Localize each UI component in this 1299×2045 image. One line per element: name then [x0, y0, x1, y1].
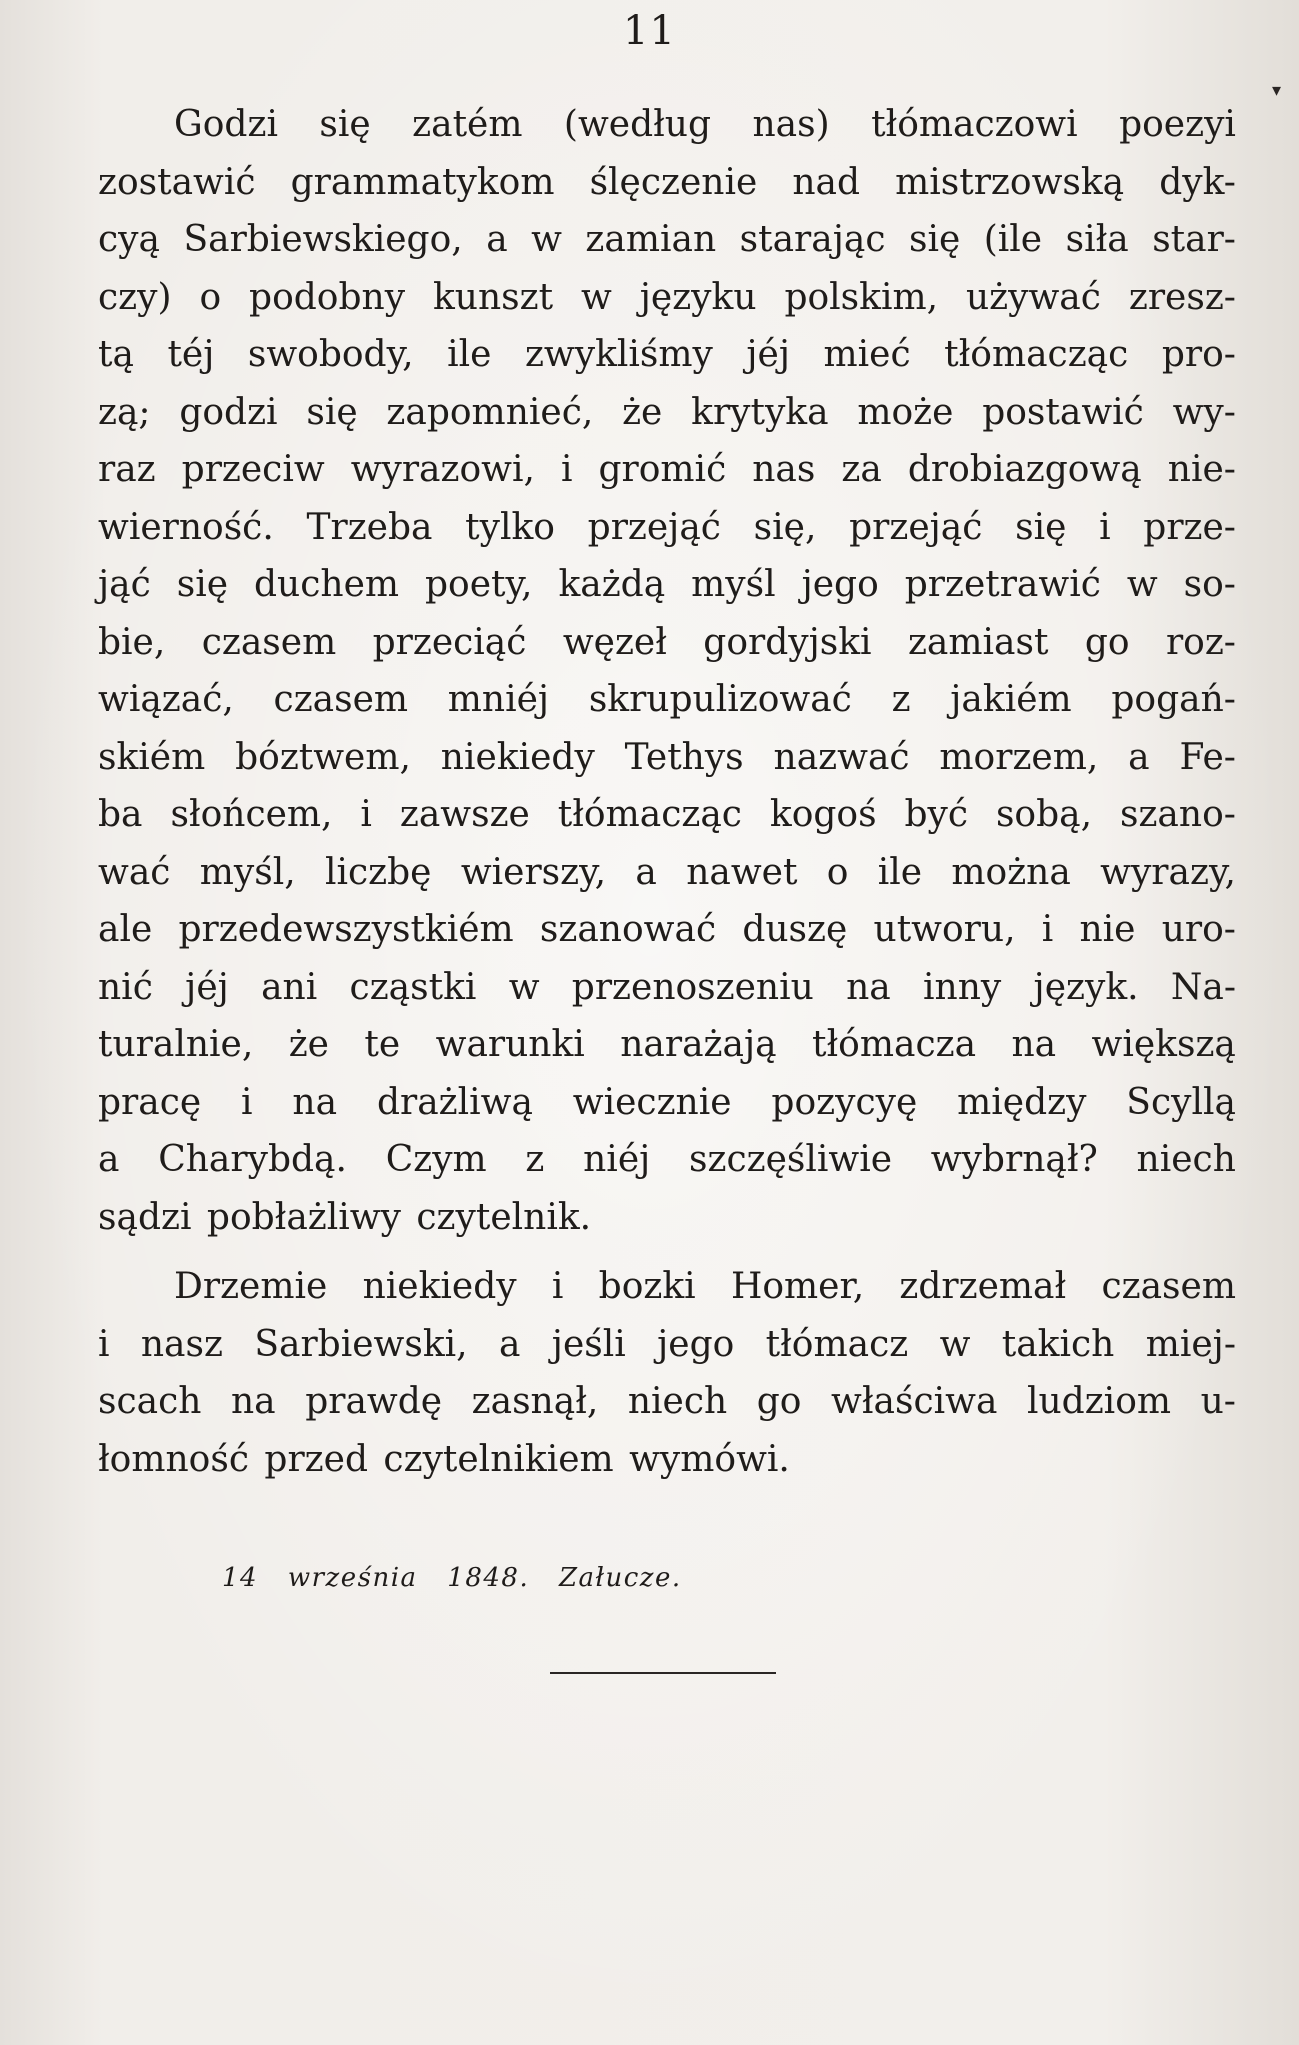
text-line: tą téj swobody, ile zwykliśmy jéj mieć tłómacząc pro-: [98, 334, 1236, 375]
paragraph-1: [98, 96, 1236, 1246]
text-line: scach na prawdę zasnął, niech go właściwa ludziom u-: [98, 1381, 1236, 1422]
paragraph-2: [98, 1258, 1236, 1488]
text-line: i nasz Sarbiewski, a jeśli jego tłómacz w takich miej-: [98, 1323, 1236, 1365]
signature-date-place: 14 września 1848. Załucze.: [222, 1563, 682, 1593]
text-line: Drzemie niekiedy i bozki Homer, zdrzemał czasem: [174, 1266, 1236, 1307]
paragraph-gap: [98, 1246, 1236, 1258]
text-line: czy) o podobny kunszt w języku polskim, używać zresz-: [98, 276, 1236, 318]
text-line: wać myśl, liczbę wierszy, a nawet o ile można wyrazy,: [98, 851, 1236, 893]
text-line: a Charybdą. Czym z niéj szczęśliwie wybrnął? niech: [98, 1139, 1236, 1180]
text-line: Godzi się zatém (według nas) tłómaczowi poezyi: [174, 104, 1236, 145]
body-text: [98, 96, 1236, 1488]
text-line: sądzi pobłażliwy czytelnik.: [98, 1196, 592, 1238]
page-number: 11: [623, 8, 676, 54]
text-line: łomność przed czytelnikiem wymówi.: [98, 1438, 790, 1480]
text-line: wiązać, czasem mniéj skrupulizować z jakiém pogań-: [98, 679, 1236, 720]
text-line: ale przedewszystkiém szanować duszę utworu, i nie uro-: [98, 909, 1236, 950]
text-line: zostawić grammatykom ślęczenie nad mistrzowską dyk-: [98, 161, 1236, 203]
text-line: turalnie, że te warunki narażają tłómacza na większą: [98, 1024, 1236, 1065]
text-line: skiém bóztwem, niekiedy Tethys nazwać morzem, a Fe-: [98, 736, 1236, 778]
text-line: bie, czasem przeciąć węzeł gordyjski zamiast go roz-: [98, 621, 1236, 663]
text-line: pracę i na drażliwą wiecznie pozycyę między Scyllą: [98, 1081, 1236, 1123]
text-line: jąć się duchem poety, każdą myśl jego przetrawić w so-: [98, 564, 1236, 605]
text-line: wierność. Trzeba tylko przejąć się, przejąć się i prze-: [98, 506, 1236, 548]
text-line: zą; godzi się zapomnieć, że krytyka może postawić wy-: [98, 391, 1236, 433]
closing-rule: [550, 1672, 776, 1674]
text-line: ba słońcem, i zawsze tłómacząc kogoś być sobą, szano-: [98, 794, 1236, 835]
text-line: cyą Sarbiewskiego, a w zamian starając się (ile siła star-: [98, 219, 1236, 260]
text-line: raz przeciw wyrazowi, i gromić nas za drobiazgową nie-: [98, 449, 1236, 490]
text-line: nić jéj ani cząstki w przenoszeniu na inny język. Na-: [98, 966, 1236, 1008]
corner-mark: ▾: [1271, 80, 1281, 101]
